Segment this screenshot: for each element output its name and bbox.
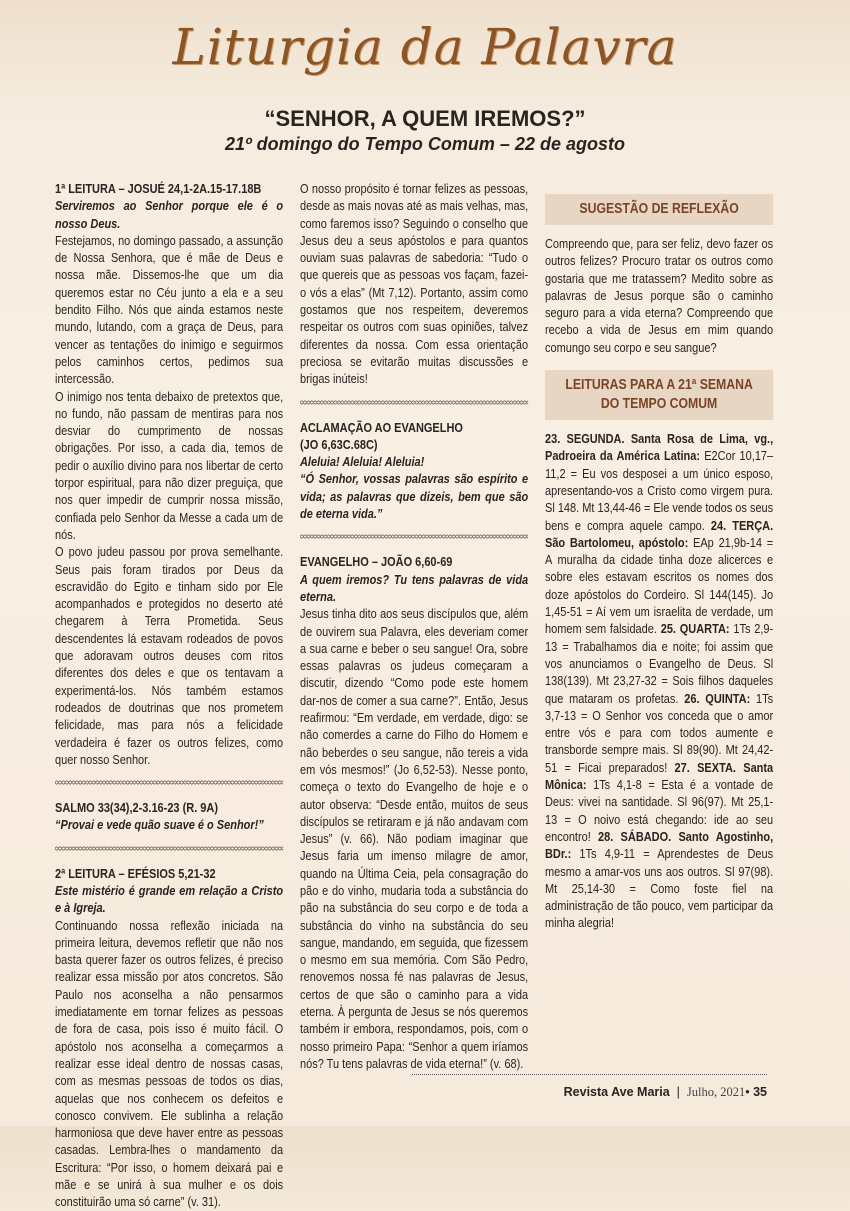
leitura2-title: 2ª LEITURA – EFÉSIOS 5,21-32 (55, 865, 216, 881)
day-label: 27. SEXTA. Santa Mônica: (545, 759, 774, 793)
evangelho-title: EVANGELHO – JOÃO 6,60-69 (300, 554, 453, 570)
aclamacao-alleluia: Aleluia! Aleluia! Aleluia! (300, 454, 425, 470)
day-readings: 1Ts 3,7-13 = O Senhor vos conceda que o amor entre vós e para com todos aumente e transborde sempre mais. Sl 89(90). Mt 24,42-51 = Ficai preparados! (545, 690, 774, 775)
day-readings: EAp 21,9b-14 = A muralha da cidade tinha doze alicerces e sobre eles estavam escritos os nomes dos doze apóstolos do Cordeiro. Sl 144(145). Jo 1,45-51 = Aí vem um israelita de verdade, um homem sem falsidade. (545, 534, 774, 637)
semana-title-line2: DO TEMPO COMUM (600, 396, 718, 413)
day-label: 23. SEGUNDA. Santa Rosa de Lima, vg., Padroeira da América Latina: (545, 431, 774, 464)
evangelho-subtitle: A quem iremos? Tu tens palavras de vida eterna. (300, 571, 529, 604)
footer-bullet: • (745, 1085, 750, 1099)
footer (564, 1085, 767, 1100)
semana-title-line1: LEITURAS PARA A 21ª SEMANA (565, 377, 753, 394)
day-readings: 1Ts 4,9-11 = Aprendestes de Deus mesmo a amar-vos uns aos outros. Sl 97(98). Mt 25,14-30 = Como foste fiel na administração de tão pouco, vem participar da minha alegria! (545, 846, 774, 931)
aclamacao-verse: “Ó Senhor, vossas palavras são espírito e vida; as palavras que dizeis, bem que são de eterna vida.” (300, 471, 529, 522)
reflexao-text: Compreendo que, para ser feliz, devo fazer os outros felizes? Procuro tratar os outros como gostaria que me tratassem? Medito sobre as palavras de Jesus porque são o caminho seguro para a vida eterna? Compreendo que recebo a vida de Jesus em mim quando comungo seu corpo e seu sangue? (545, 236, 774, 355)
section-logo: Liturgia da Palavra (172, 18, 678, 76)
page-title: “SENHOR, A QUEM IREMOS?” (264, 106, 586, 131)
leitura1-title: 1ª LEITURA – JOSUÉ 24,1-2A.15-17.18B (55, 181, 262, 196)
week-readings (545, 430, 773, 932)
issue-date: Julho, 2021 (686, 1085, 746, 1099)
salmo-title: SALMO 33(34),2-3.16-23 (R. 9A) (55, 800, 219, 816)
page-number: 35 (753, 1085, 767, 1099)
page-subtitle: 21º domingo do Tempo Comum – 22 de agosto (225, 134, 625, 154)
column-3 (545, 180, 773, 932)
footer-separator: | (676, 1085, 680, 1099)
leitura2-subtitle: Este mistério é grande em relação a Cristo e à Igreja. (55, 882, 284, 916)
footer-divider (412, 1074, 767, 1075)
day-readings: 1Ts 2,9-13 = Trabalhamos dia e noite; foi assim que vos anunciamos o Evangelho de Deus. Sl 138(139). Mt 23,27-32 = Sois filhos daqueles que mataram os profetas. (545, 621, 774, 706)
day-label: 24. TERÇA. São Bartolomeu, apóstolo: (545, 517, 774, 550)
column-2 (300, 180, 528, 1072)
day-label: 28. SÁBADO. Santo Agostinho, BDr.: (545, 828, 774, 862)
aclamacao-ref: (JO 6,63C.68C) (300, 436, 378, 452)
aclamacao-title: ACLAMAÇÃO AO EVANGELHO (300, 419, 463, 435)
leitura1-subtitle: Serviremos ao Senhor porque ele é o nosso Deus. (55, 198, 284, 231)
paragraph: Festejamos, no domingo passado, a assunção de Nossa Senhora, que é mãe de Deus e nossa mãe. Dissemos-lhe que um dia queremos estar no Céu junto a ela e a seu bendito Filho. Nós que ainda estamos neste mundo, lutando, com a graça de Deus, para vencer as tentações do inimigo e seguirmos pelos caminhos certos, pedimos sua intercessão. (55, 232, 284, 387)
paragraph: O inimigo nos tenta debaixo de pretextos que, no fundo, não passam de mentiras para nos desviar do cumprimento de nossas obrigações. Por isso, a cada dia, temos de pedir o auxílio divino para nos libertar de certo torpor espiritual, para não dizer preguiça, que nos quer impedir de cumprir nossa missão, confiada pelo Senhor da Messe a cada um de nós. (55, 388, 284, 542)
column-1 (55, 180, 283, 1211)
day-label: 25. QUARTA: (660, 621, 730, 637)
day-readings: 1Ts 4,1-8 = Esta é a vontade de Deus: vivei na santidade. Sl 96(97). Mt 25,1-13 = O noivo está chegando: ide ao seu encontro! (545, 777, 774, 844)
reflexao-title: SUGESTÃO DE REFLEXÃO (545, 194, 773, 225)
paragraph: O povo judeu passou por prova semelhante. Seus pais foram tirados por Deus da escravidão do Egito e tinham sido por Ele acompanhados e protegidos no deserto até chegarem à Terra Prometida. Seus descendentes lá estavam rodeados de povos que adoravam outros deuses com ritos diferentes dos deles e que os tentavam a experimentá-los. Nós também estamos rodeados de doutrinas que nos prometem felicidade, mas para nós a felicidade verdadeira é fazer os outros felizes, como quer nosso Senhor. (55, 544, 284, 767)
paragraph: O nosso propósito é tornar felizes as pessoas, desde as mais novas até as mais velhas, mas, como faremos isso? Seguindo o conselho que Jesus deu a seus apóstolos e para quantos ouviam suas palavras de sabedoria: “Tudo o que quereis que as pessoas vos façam, fazei-o vós a elas” (Mt 7,12). Portanto, assim como gostamos que nos respeitem, deveremos respeitar os outros com suas opiniões, talvez diferentes da nossa. Com essa orientação preciosa se evitarão muitas discussões e brigas inúteis! (300, 181, 529, 387)
paragraph: Continuando nossa reflexão iniciada na primeira leitura, devemos refletir que não nos basta querer fazer os outros felizes, é preciso realizar essa missão por atos concretos. São Paulo nos aconselha a não pensarmos imediatamente em tornar felizes as pessoas de fora de casa, pois isso é muito fácil. O apóstolo nos aconselha a começarmos a realizar esse ideal dentro de nossas casas, com as mesmas pessoas de todos os dias, aquelas que nos conhecem os defeitos e conosco convivem. Ele sublinha a relação harmoniosa que deve haver entre as pessoas casadas. Lembra-lhes o mandamento da Escritura: “Por isso, o homem deixará pai e mãe e se unirá à sua mulher e os dois constituirão uma só carne” (v. 31). (55, 917, 284, 1210)
day-readings: E2Cor 10,17–11,2 = Eu vos desposei a um único esposo, apresentando-vos a Cristo como virgem pura. Sl 148. Mt 13,44-46 = Ele vende todos os seus bens e compra aquele campo. (545, 448, 774, 533)
divider (300, 400, 528, 405)
divider (55, 780, 283, 785)
magazine-name: Revista Ave Maria (563, 1085, 670, 1099)
paragraph: Jesus tinha dito aos seus discípulos que, além de ouvirem sua Palavra, eles deveriam comer a sua carne e beber o seu sangue! Ora, sobre essas palavras os judeus começaram a discutir, dizendo “Como pode este homem dar-nos de comer a sua carne?”. Então, Jesus reafirmou: “Em verdade, em verdade, digo: se não comerdes a carne do Filho do Homem e não beberdes o seu sangue, não tereis a vida em vós mesmos!” (Jo 6,52-53). Nesse ponto, começa o texto do Evangelho de hoje e o autor observa: “Desde então, muitos de seus discípulos se retiraram e já não andavam com Jesus” (v. 66). Não podiam imaginar que Jesus faria um imenso milagre de amor, quando na Última Ceia, pela consagração do pão e do vinho, mudaria toda a substância do pão na substância do seu corpo e de toda a substância do vinho na substância do seu sangue, mandando, em seguida, que fizessem o mesmo em sua memória. Com São Pedro, renovemos nossa fé nas palavras de Jesus, certos de que são o caminho para a vida eterna. À pergunta de Jesus se nós queremos também ir embora, respondamos, pois, com o nosso primeiro Papa: “Senhor a quem iríamos nós? Tu tens palavras de vida eterna!” (v. 68). (300, 606, 529, 1071)
divider (300, 534, 528, 539)
semana-title (545, 370, 773, 420)
salmo-response: “Provai e vede quão suave é o Senhor!” (55, 817, 264, 833)
day-label: 26. QUINTA: (684, 690, 751, 706)
divider (55, 846, 283, 851)
